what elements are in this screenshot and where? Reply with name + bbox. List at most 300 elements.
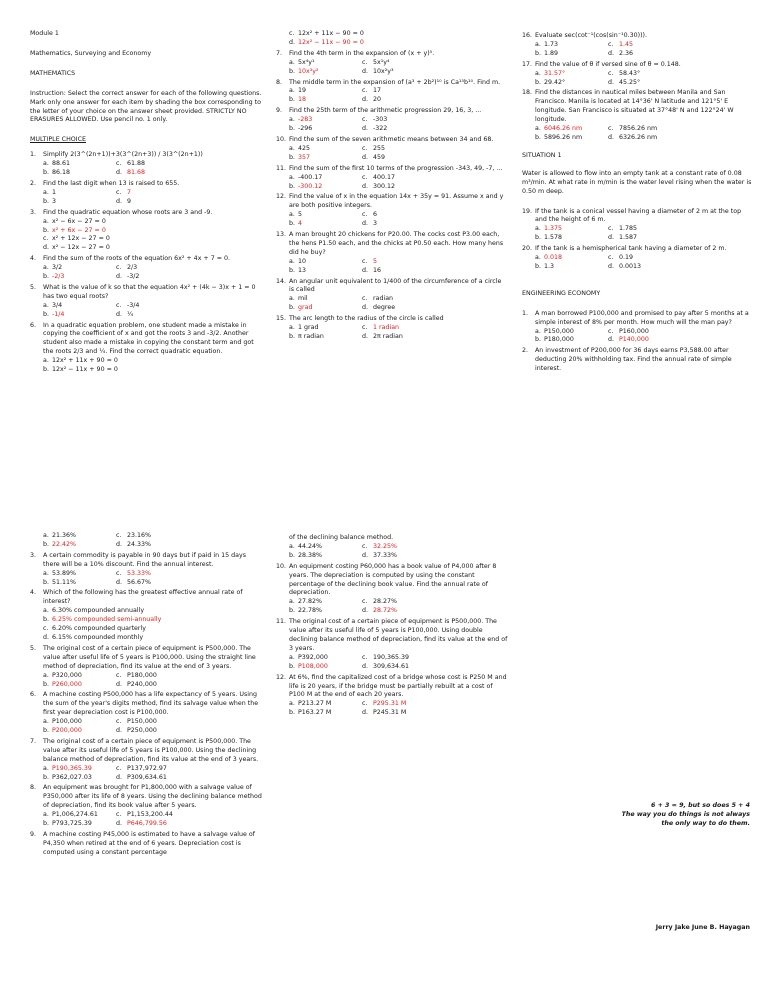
- choice-row: [289, 700, 508, 709]
- choice-row: [289, 154, 508, 163]
- choice-row: [43, 235, 262, 244]
- choice-row: [289, 174, 508, 183]
- question-item: [276, 79, 508, 106]
- choice-value: 86.18: [52, 169, 71, 177]
- choice-value: 1.578: [544, 234, 563, 242]
- choice-row: [289, 304, 508, 313]
- choice-value: P392,000: [298, 653, 328, 661]
- choice-value: P150,000: [127, 718, 157, 726]
- question-number: 17.: [522, 60, 533, 68]
- choice-value: P180,000: [127, 671, 157, 679]
- choice-letter: b.: [535, 49, 541, 57]
- choice-letter: d.: [362, 607, 368, 615]
- question-item: [522, 310, 754, 346]
- multiple-choice-heading: MULTIPLE CHOICE: [30, 136, 86, 144]
- choice-value: x² − 12x − 27 = 0: [52, 244, 110, 252]
- question-text: In a quadratic equation problem, one student made a mistake in copying the coefficient of x and got the roots 3 and -3/2. Another student also made a mistake in copying the constant term and got the roots 2/3 and ¼. Find the correct quadratic equation.: [43, 321, 254, 356]
- question-text: Find the distances in nautical miles between Manila and San Francisco. Manila is located at 14°36' N latitude and 121°5' E longitude. San Francisco is situated at 37°48' N and 122°24' W longitude.: [535, 89, 734, 124]
- question-text: Find the 25th term of the arithmetic progression 29, 16, 3, ...: [289, 107, 482, 115]
- choice-value: 5x¹y⁴: [373, 58, 390, 66]
- question-item: [30, 151, 262, 178]
- choice-row: [289, 59, 508, 68]
- question-item: [30, 589, 262, 642]
- choice-letter: c.: [362, 324, 368, 332]
- choice-value: 1.375: [544, 225, 563, 233]
- choice-value: 53.89%: [52, 569, 77, 577]
- choice-letter: a.: [43, 357, 49, 365]
- choice-letter: c.: [362, 87, 368, 95]
- choice-value: -300.12: [298, 182, 323, 190]
- question-text-row: [30, 784, 262, 811]
- choice-letter: b.: [43, 578, 49, 586]
- choice-letter: c.: [362, 542, 368, 550]
- question-number: 15.: [276, 315, 287, 323]
- choice-letter: d.: [116, 820, 122, 828]
- choice-letter: c.: [116, 264, 122, 272]
- choice-value: P213.27 M: [298, 700, 332, 708]
- choice-value: 7: [127, 188, 132, 196]
- choice-letter: d.: [362, 662, 368, 670]
- choice-letter: c.: [116, 811, 122, 819]
- choice-value: 5x⁴y¹: [298, 58, 315, 66]
- choice-letter: d.: [116, 273, 122, 281]
- choice-letter: a.: [289, 58, 295, 66]
- choice-row: [43, 532, 262, 541]
- choice-value: 6.20% compounded quarterly: [52, 625, 146, 633]
- choice-value: 32.25%: [373, 542, 398, 550]
- choice-letter: a.: [43, 569, 49, 577]
- question-text-row: [276, 618, 508, 654]
- question-text-row: [30, 738, 262, 765]
- choice-value: 190,365.39: [373, 653, 410, 661]
- question-text: Which of the following has the greatest effective annual rate of interest?: [43, 589, 243, 606]
- choice-row: [289, 258, 508, 267]
- choice-row: [289, 333, 508, 342]
- choice-letter: c.: [43, 235, 49, 243]
- choice-letter: c.: [608, 125, 614, 133]
- choice-row: [43, 311, 262, 320]
- choice-value: 3: [373, 220, 378, 228]
- choice-letter: d.: [608, 133, 614, 141]
- choice-value: 1.785: [619, 225, 638, 233]
- choice-value: P137,972.97: [127, 764, 167, 772]
- choice-value: P362,027.03: [52, 773, 92, 781]
- question-text: What is the value of k so that the equation 4x² + (4k − 3)x + 1 = 0 has two equal roots?: [43, 283, 256, 300]
- choice-letter: d.: [116, 310, 122, 318]
- choice-letter: d.: [362, 709, 368, 717]
- choice-value: 6.15% compounded monthly: [52, 633, 144, 641]
- choice-row: [43, 357, 262, 366]
- choice-letter: b.: [289, 662, 295, 670]
- choice-row: [289, 39, 508, 48]
- question-text: At 6%, find the capitalized cost of a bridge whose cost is P250 M and life is 20 years, if the bridge must be partially rebuilt at a cost of P100 M at the end of each 20 years.: [289, 673, 507, 699]
- choice-letter: c.: [116, 301, 122, 309]
- choice-letter: a.: [43, 264, 49, 272]
- choice-value: 10x²y³: [373, 67, 394, 75]
- choice-value: 2/3: [127, 264, 138, 272]
- question-number: 13.: [276, 231, 287, 239]
- choice-value: P260,000: [52, 680, 82, 688]
- choice-row: [289, 324, 508, 333]
- question-number: 16.: [522, 32, 533, 39]
- question-text: Find the last digit when 13 is raised to 655.: [43, 179, 180, 187]
- choice-value: 12x² − 11x − 90 = 0: [298, 38, 364, 46]
- choice-letter: b.: [43, 540, 49, 548]
- question-text: Find the sum of the seven arithmetic means between 34 and 68.: [289, 135, 494, 143]
- choice-letter: c.: [116, 532, 122, 539]
- question-item: [522, 347, 754, 374]
- choice-value: 459: [373, 153, 386, 161]
- choice-letter: b.: [43, 226, 49, 234]
- question-text-row: [30, 831, 262, 858]
- choice-value: 58.43°: [619, 69, 641, 77]
- choice-value: 51.11%: [52, 578, 77, 586]
- question-item: [276, 563, 508, 616]
- choice-value: 1.45: [619, 40, 634, 48]
- question-text: An angular unit equivalent to 1/400 of the circumference of a circle is called: [289, 277, 502, 294]
- question-item: [30, 738, 262, 783]
- question-number: [276, 534, 289, 543]
- situation-text: Water is allowed to flow into an empty tank at a constant rate of 0.08 m³/min. At what rate in m/min is the water level rising when the water is 0.50 m deep.: [522, 169, 752, 195]
- question-text-row: [30, 552, 262, 570]
- choice-letter: c.: [116, 188, 122, 196]
- question-item: [522, 208, 754, 244]
- choice-letter: c.: [116, 671, 122, 679]
- choice-value: P245.31 M: [373, 709, 407, 717]
- choice-letter: a.: [535, 40, 541, 48]
- choice-value: P793,725.39: [52, 820, 92, 828]
- question-text: A machine costing P500,000 has a life expectancy of 5 years. Using the sum of the year's digits method, find its salvage value when the first year depreciation cost is P100,000.: [43, 691, 259, 717]
- situation-title: SITUATION 1: [522, 151, 562, 159]
- choice-row: [289, 116, 508, 125]
- choice-value: 6326.26 nm: [619, 133, 658, 141]
- choice-row: [43, 227, 262, 236]
- choice-letter: a.: [43, 718, 49, 726]
- choice-letter: d.: [362, 96, 368, 104]
- choice-value: 4: [298, 220, 303, 228]
- question-number: 7.: [276, 49, 283, 57]
- question-group: [522, 208, 754, 272]
- question-text: The original cost of a certain piece of equipment is P500,000. The value after its useful life of 5 years is P100,000. Using the declining balance method of depreciation, find its value at the end of 3 years.: [43, 737, 259, 763]
- choice-letter: b.: [289, 182, 295, 190]
- choice-letter: d.: [116, 540, 122, 548]
- question-number: 19.: [522, 207, 533, 215]
- choice-letter: a.: [289, 542, 295, 550]
- choice-value: 5: [373, 257, 378, 265]
- question-text-row: [276, 231, 508, 258]
- engineering-economy-heading: ENGINEERING ECONOMY: [522, 289, 601, 297]
- choice-letter: d.: [116, 727, 122, 735]
- question-group: [522, 310, 754, 374]
- choice-row: [289, 598, 508, 607]
- choice-value: ¼: [127, 310, 134, 318]
- question-number: 2.: [30, 179, 37, 187]
- choice-value: π radian: [298, 333, 324, 340]
- choice-value: grad: [298, 304, 313, 312]
- choice-letter: c.: [289, 30, 295, 37]
- choice-value: -303: [373, 116, 388, 124]
- choice-letter: b.: [43, 197, 49, 205]
- choice-value: 3: [52, 197, 57, 205]
- question-text: Find the value of θ if versed sine of θ = 0.148.: [535, 60, 681, 68]
- choice-value: -2/3: [52, 273, 65, 281]
- choice-letter: b.: [289, 220, 295, 228]
- question-number: 18.: [522, 89, 533, 97]
- question-text: The middle term in the expansion of (a³ + 2b²)¹⁰ is Ca¹⁵b¹⁰. Find m.: [289, 78, 501, 86]
- choice-value: P190,365.39: [52, 764, 92, 772]
- choice-value: 12x² + 11x − 90 = 0: [298, 30, 364, 37]
- choice-value: 7856.26 nm: [619, 125, 658, 133]
- choice-letter: b.: [43, 169, 49, 177]
- choice-letter: a.: [289, 324, 295, 332]
- choice-letter: b.: [43, 773, 49, 781]
- choice-letter: b.: [535, 234, 541, 242]
- choice-value: 9: [127, 197, 132, 205]
- choice-row: [289, 552, 508, 561]
- choice-row: [43, 625, 262, 634]
- question-item: [30, 784, 262, 829]
- choice-letter: d.: [608, 234, 614, 242]
- question-item: [30, 322, 262, 375]
- choice-row: [289, 543, 508, 552]
- choice-value: 31.57°: [544, 69, 566, 77]
- choice-row: [43, 302, 262, 311]
- choice-letter: c.: [116, 718, 122, 726]
- choice-value: 1: [52, 188, 57, 196]
- choice-value: 17: [373, 87, 382, 95]
- question-text-row: [276, 136, 508, 145]
- question-item: [276, 674, 508, 719]
- question-text-row: [276, 534, 508, 543]
- question-number: 10.: [276, 562, 287, 570]
- choice-row: [43, 189, 262, 198]
- quote-line-2: The way you do things is not always: [621, 810, 750, 818]
- choice-value: 357: [298, 153, 311, 161]
- question-text-row: [30, 589, 262, 607]
- choice-letter: a.: [535, 327, 541, 335]
- question-number: 2.: [522, 347, 529, 355]
- choice-row: [535, 234, 754, 243]
- choice-value: 28.72%: [373, 607, 398, 615]
- choice-value: 5: [298, 211, 303, 219]
- question-number: 10.: [276, 135, 287, 143]
- column-1-top: [30, 30, 262, 375]
- choice-row: [289, 295, 508, 304]
- choice-letter: a.: [43, 160, 49, 168]
- question-number: 14.: [276, 277, 287, 285]
- column-3-top: [522, 30, 754, 374]
- question-text: An investment of P200,000 for 36 days earns P3,588.00 after deducting 20% withholding tax. Find the annual rate of simple interest.: [535, 347, 732, 373]
- choice-value: 400.17: [373, 173, 396, 181]
- choice-value: 3/2: [52, 264, 63, 272]
- question-number: 4.: [30, 255, 37, 263]
- choice-letter: b.: [535, 78, 541, 86]
- choice-row: [289, 68, 508, 77]
- choice-row: [289, 220, 508, 229]
- question-item: [30, 532, 262, 550]
- choice-value: x² + 6x − 27 = 0: [52, 226, 106, 234]
- question-item: [276, 534, 508, 561]
- question-item: [30, 831, 262, 858]
- choice-row: [43, 727, 262, 736]
- choice-value: 12x² − 11x + 90 = 0: [52, 366, 118, 374]
- question-text-row: [522, 310, 754, 328]
- choice-letter: c.: [608, 254, 614, 262]
- section-title: MATHEMATICS: [30, 69, 76, 77]
- question-number: 5.: [30, 644, 37, 652]
- choice-value: 300.12: [373, 182, 396, 190]
- choice-value: 425: [298, 144, 311, 152]
- choice-value: 29.42°: [544, 78, 566, 86]
- choice-row: [43, 169, 262, 178]
- question-item: [30, 284, 262, 320]
- choice-row: [43, 765, 262, 774]
- column-2-top: [276, 30, 508, 342]
- choice-letter: c.: [362, 700, 368, 708]
- choice-letter: c.: [116, 569, 122, 577]
- choice-letter: b.: [289, 304, 295, 312]
- choice-value: -322: [373, 125, 388, 133]
- choice-value: 1.89: [544, 49, 559, 57]
- choice-letter: c.: [362, 653, 368, 661]
- question-item: [276, 107, 508, 134]
- question-number: 6.: [30, 691, 37, 699]
- choice-value: P180,000: [544, 336, 574, 344]
- choice-row: [535, 328, 754, 337]
- choice-value: 88.61: [52, 160, 71, 168]
- choice-letter: c.: [362, 211, 368, 219]
- choice-value: 22.78%: [298, 607, 323, 615]
- choice-value: 44.24%: [298, 542, 323, 550]
- choice-letter: a.: [289, 211, 295, 219]
- choice-row: [43, 273, 262, 282]
- choice-letter: a.: [43, 811, 49, 819]
- question-text-row: [30, 322, 262, 358]
- question-text-row: [30, 151, 262, 160]
- question-text-row: [276, 563, 508, 599]
- question-number: 12.: [276, 673, 287, 681]
- choice-letter: a.: [535, 225, 541, 233]
- choice-value: P240,000: [127, 680, 157, 688]
- quote-line-1: 6 + 3 = 9, but so does 5 + 4: [651, 802, 750, 809]
- choice-letter: c.: [362, 58, 368, 66]
- choice-value: 309,634.61: [373, 662, 410, 670]
- choice-row: [535, 125, 754, 134]
- choice-row: [289, 663, 508, 672]
- choice-value: radian: [373, 295, 394, 303]
- choice-value: 22.42%: [52, 540, 77, 548]
- choice-value: -400.17: [298, 173, 323, 181]
- question-group: [30, 151, 262, 375]
- question-item: [276, 315, 508, 342]
- question-number: 9.: [276, 107, 283, 115]
- choice-row: [535, 50, 754, 59]
- choice-value: x² + 12x − 27 = 0: [52, 235, 110, 243]
- question-text: If the tank is a conical vessel having a diameter of 2 m at the top and the height of 6 m.: [535, 207, 742, 224]
- choice-letter: b.: [289, 709, 295, 717]
- question-item: [276, 165, 508, 192]
- choice-value: 56.67%: [127, 578, 152, 586]
- choice-letter: c.: [362, 116, 368, 124]
- question-text-row: [30, 284, 262, 302]
- choice-row: [43, 681, 262, 690]
- choice-letter: d.: [362, 220, 368, 228]
- choice-value: 1 grad: [298, 324, 319, 332]
- question-number: 6.: [30, 321, 37, 329]
- question-item: [276, 30, 508, 48]
- choice-letter: d.: [116, 197, 122, 205]
- choice-letter: d.: [608, 336, 614, 344]
- choice-row: [535, 254, 754, 263]
- choice-letter: d.: [362, 182, 368, 190]
- choice-value: P646,799.56: [127, 820, 167, 828]
- choice-letter: b.: [535, 133, 541, 141]
- choice-value: 18: [298, 96, 307, 104]
- choice-letter: b.: [289, 551, 295, 559]
- choice-value: 10x³y²: [298, 67, 319, 75]
- choice-value: 0.19: [619, 254, 634, 262]
- choice-value: P1,006,274.61: [52, 811, 98, 819]
- choice-letter: a.: [289, 295, 295, 303]
- choice-value: 12x² + 11x + 90 = 0: [52, 357, 118, 365]
- question-number: 4.: [30, 589, 37, 597]
- choice-value: P160,000: [619, 327, 649, 335]
- choice-row: [535, 134, 754, 143]
- choice-row: [289, 183, 508, 192]
- choice-row: [43, 607, 262, 616]
- question-text-row: [522, 32, 754, 41]
- choice-row: [43, 541, 262, 550]
- choice-row: [535, 225, 754, 234]
- choice-letter: c.: [608, 225, 614, 233]
- choice-value: 6.30% compounded annually: [52, 607, 145, 615]
- question-text: If the tank is a hemispherical tank having a diameter of 2 m.: [535, 245, 727, 253]
- choice-row: [535, 263, 754, 272]
- choice-letter: b.: [43, 616, 49, 624]
- choice-letter: b.: [43, 680, 49, 688]
- question-number: 1.: [522, 309, 529, 317]
- question-item: [30, 255, 262, 282]
- question-text-row: [276, 50, 508, 59]
- choice-letter: a.: [289, 87, 295, 95]
- choice-value: 3/4: [52, 301, 63, 309]
- module-label: Module 1: [30, 30, 59, 37]
- question-text-row: [276, 193, 508, 211]
- choice-value: 81.68: [127, 169, 146, 177]
- question-number: 3.: [30, 208, 37, 216]
- choice-value: 10: [298, 257, 307, 265]
- question-text-row: [276, 107, 508, 116]
- choice-letter: b.: [289, 153, 295, 161]
- choice-value: 255: [373, 144, 386, 152]
- choice-row: [535, 70, 754, 79]
- choice-letter: d.: [608, 78, 614, 86]
- choice-letter: b.: [289, 607, 295, 615]
- question-text-row: [522, 61, 754, 70]
- choice-letter: c.: [116, 160, 122, 168]
- choice-letter: b.: [43, 310, 49, 318]
- choice-letter: c.: [608, 40, 614, 48]
- question-item: [522, 32, 754, 59]
- choice-row: [43, 218, 262, 227]
- choice-value: -1/4: [52, 310, 65, 318]
- choice-value: -296: [298, 125, 313, 133]
- choice-value: 0.0013: [619, 262, 642, 270]
- choice-letter: a.: [43, 301, 49, 309]
- choice-row: [289, 267, 508, 276]
- choice-value: 0.018: [544, 254, 563, 262]
- choice-row: [289, 125, 508, 134]
